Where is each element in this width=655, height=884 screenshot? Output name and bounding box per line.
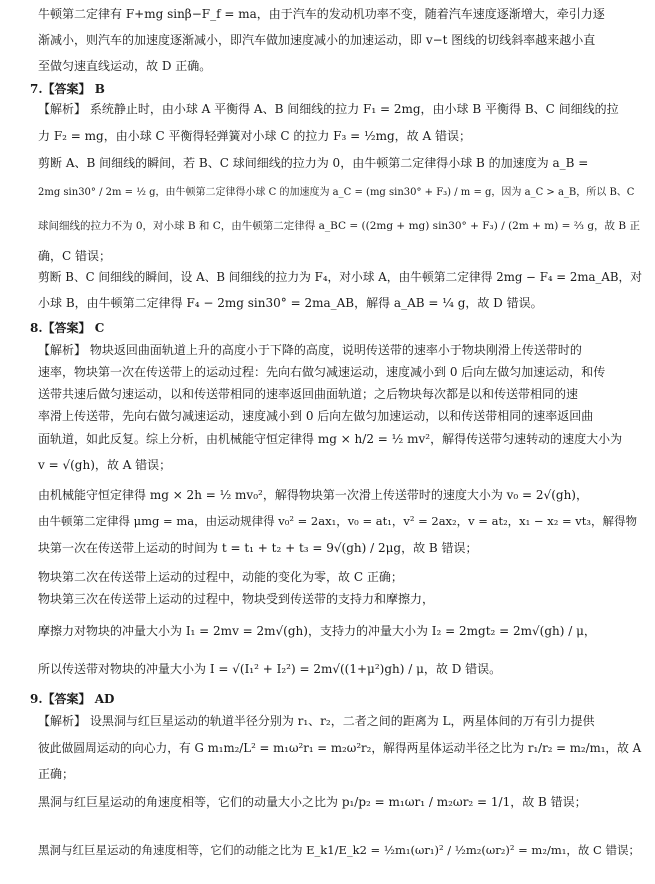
text-line: 由机械能守恒定律得 mg × 2h = ½ mv₀²，解得物块第一次滑上传送带时的速度大小为 v₀ = 2√(gh)， <box>38 488 588 502</box>
text-line: v = √(gh)，故 A 错误； <box>38 458 172 472</box>
text-line: 所以传送带对物块的冲量大小为 I = √(I₁² + I₂²) = 2m√((1+μ²)gh) / μ，故 D 错误。 <box>38 662 502 676</box>
text-line: 力 F₂ = mg，由小球 C 平衡得轻弹簧对小球 C 的拉力 F₃ = ½mg，故 A 错误； <box>38 129 471 143</box>
answer-heading-8: 8.【答案】 C <box>30 321 105 335</box>
text-line: 由牛顿第二定律得 μmg = ma，由运动规律得 v₀² = 2ax₁，v₀ = at₁，v² = 2ax₂，v = at₂，x₁ − x₂ = vt₃，解得物 <box>38 514 637 528</box>
text-line: 球间细线的拉力不为 0，对小球 B 和 C，由牛顿第二定律得 a_BC = ((2mg + mg) sin30° + F₃) / (2m + m) = ⅔ g，故 B 正 <box>38 220 640 232</box>
text-line: 2mg sin30° / 2m = ½ g，由牛顿第二定律得小球 C 的加速度为 a_C = (mg sin30° + F₃) / m = g，因为 a_C > a_B，所以 B、C <box>38 187 635 198</box>
text-line: 黑洞与红巨星运动的角速度相等，它们的动能之比为 E_k1/E_k2 = ½m₁(ωr₁)² / ½m₂(ωr₂)² = m₂/m₁，故 C 错误； <box>38 843 640 857</box>
text-line: 剪断 A、B 间细线的瞬间，若 B、C 球间细线的拉力为 0，由牛顿第二定律得小球 B 的加速度为 a_B = <box>38 156 589 170</box>
text-line: 至做匀速直线运动，故 D 正确。 <box>38 59 212 73</box>
text-line: 小球 B，由牛顿第二定律得 F₄ − 2mg sin30° = 2ma_AB，解得 a_AB = ¼ g，故 D 错误。 <box>38 296 543 310</box>
text-line: 正确； <box>38 767 75 781</box>
text-line: 彼此做圆周运动的向心力，有 G m₁m₂/L² = m₁ω²r₁ = m₂ω²r₂，解得两星体运动半径之比为 r₁/r₂ = m₂/m₁，故 A <box>38 741 642 755</box>
text-line: 物块第二次在传送带上运动的过程中，动能的变化为零，故 C 正确； <box>38 570 403 584</box>
text-line: 剪断 B、C 间细线的瞬间，设 A、B 间细线的拉力为 F₄，对小球 A，由牛顿第二定律得 2mg − F₄ = 2ma_AB，对 <box>38 270 642 284</box>
text-line: 率滑上传送带，先向右做匀减速运动，速度减小到 0 后向左做匀加速运动，以和传送带相同的速率返回曲 <box>38 409 594 423</box>
text-line: 物块第三次在传送带上运动的过程中，物块受到传送带的支持力和摩擦力， <box>38 592 435 606</box>
text-line: 块第一次在传送带上运动的时间为 t = t₁ + t₂ + t₃ = 9√(gh) / 2μg，故 B 错误； <box>38 541 478 555</box>
answer-heading-7: 7.【答案】 B <box>30 82 105 96</box>
text-line: 黑洞与红巨星运动的角速度相等，它们的动量大小之比为 p₁/p₂ = m₁ωr₁ / m₂ωr₂ = 1/1，故 B 错误； <box>38 795 587 809</box>
text-line: 【解析】 物块返回曲面轨道上升的高度小于下降的高度，说明传送带的速率小于物块刚滑上传送带时的 <box>38 343 582 357</box>
text-line: 送带共速后做匀速运动，以和传送带相同的速率返回曲面轨道；之后物块每次都是以和传送带相同的速 <box>38 387 579 401</box>
text-line: 确，C 错误； <box>38 249 111 263</box>
text-line: 摩擦力对物块的冲量大小为 I₁ = 2mv = 2m√(gh)，支持力的冲量大小为 I₂ = 2mgt₂ = 2m√(gh) / μ， <box>38 624 596 638</box>
text-line: 牛顿第二定律有 F+mg sinβ−F_f = ma，由于汽车的发动机功率不变，随着汽车速度逐渐增大，牵引力逐 <box>38 7 605 21</box>
text-line: 【解析】 设黑洞与红巨星运动的轨道半径分别为 r₁、r₂，二者之间的距离为 L，两星体间的万有引力提供 <box>38 714 595 728</box>
answer-heading-9: 9.【答案】 AD <box>30 692 115 706</box>
text-line: 【解析】 系统静止时，由小球 A 平衡得 A、B 间细线的拉力 F₁ = 2mg，由小球 B 平衡得 B、C 间细线的拉 <box>38 102 619 116</box>
text-line: 渐减小，则汽车的加速度逐渐减小，即汽车做加速度减小的加速运动，即 v−t 图线的切线斜率越来越小直 <box>38 33 596 47</box>
text-line: 速率，物块第一次在传送带上的运动过程：先向右做匀减速运动，速度减小到 0 后向左做匀加速运动，和传 <box>38 365 606 379</box>
text-line: 面轨道，如此反复。综上分析，由机械能守恒定律得 mg × h/2 = ½ mv²，解得传送带匀速转动的速度大小为 <box>38 432 623 446</box>
